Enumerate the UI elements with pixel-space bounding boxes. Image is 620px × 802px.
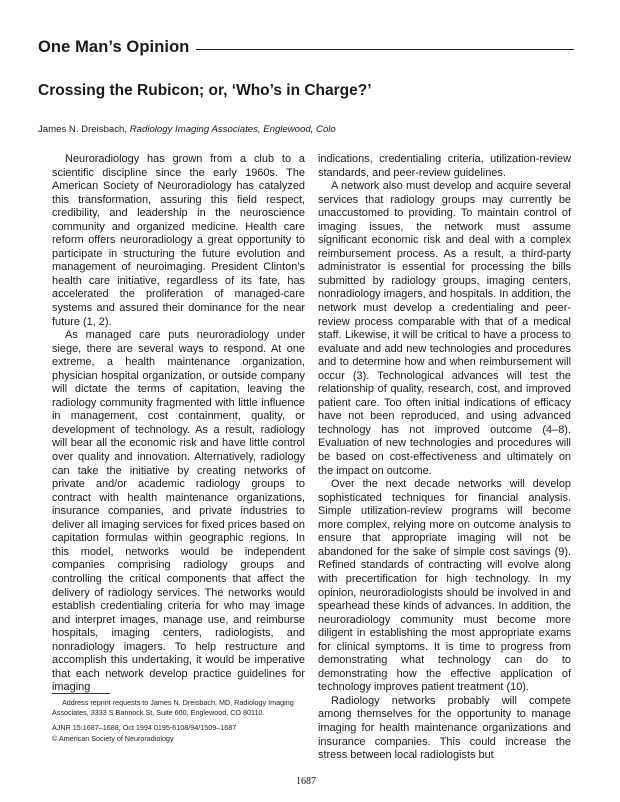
byline: [38, 124, 336, 135]
paragraph: Over the next decade networks will develop sophisticated techniques for financial analysis. Simple utilization-review programs will become more complex, relying more on outcome analysis to ensure that appropriate imaging will not be abandoned for the sake of simple cost savings (9). Refined standards of contracting will evolve along with precertification for high technology. In my opinion, neuroradiologists should be involved in and spearhead these kinds of advances. In addition, the neuroradiology community must become more diligent in establishing the most appropriate exams for clinical symptoms. It is time to progress from demonstrating what technology can do to demonstrating how the effective application of technology improves patient treatment (10).: [318, 478, 571, 694]
section-rule: [196, 49, 574, 50]
page-number: 1687: [296, 776, 316, 787]
footnote: [52, 698, 307, 744]
paragraph: As managed care puts neuroradiology under siege, there are several ways to respond. At one extreme, a health maintenance organization, physician hospital organization, or outside company will dictate the terms of capitation, leaving the radiology community fragmented with little influence in management, cost containment, quality, or development of technology. As a result, radiology will bear all the economic risk and have little control over quality and innovation. Alternatively, radiology can take the initiative by creating networks of private and/or academic radiology groups to contract with health maintenance organizations, insurance companies, and private industries to deliver all imaging services for fixed prices based on capitation formulas within geographic regions. In this model, networks would be independent companies comprising radiology groups and controlling the critical components that affect the delivery of radiology services. The networks would establish credentialing criteria for who may image and interpret images, manage use, and reimburse hospitals, imaging centers, radiologists, and nonradiology imagers. To help restructure and accomplish this undertaking, it would be imperative that each network develop practice guidelines for imaging: [52, 329, 305, 694]
article-title: Crossing the Rubicon; or, ‘Who’s in Charge?’: [38, 82, 372, 99]
right-column: [318, 153, 571, 763]
paragraph: A network also must develop and acquire several services that radiology groups may currently be unaccustomed to providing. To maintain control of imaging issues, the network must assume significant economic risk and deal with a complex reimbursement process. As a result, a third-party administrator is essential for processing the bills submitted by radiology groups, imaging centers, nonradiology imagers, and hospitals. In addition, the network must develop a credentialing and peer-review process comparable with that of a medical staff. Likewise, it will be critical to have a process to evaluate and add new technologies and procedures and to determine how and when reimbursement will occur (3). Technological advances will test the relationship of quality, research, cost, and improved patient care. Too often initial indications of efficacy have not been reproduced, and using advanced technology has not improved outcome (4–8). Evaluation of new technologies and procedures will be based on cost-effectiveness and ultimately on the impact on outcome.: [318, 180, 571, 477]
author-affiliation: Radiology Imaging Associates, Englewood, Colo: [129, 124, 336, 135]
paragraph: Neuroradiology has grown from a club to a scientific discipline since the early 1960s. The American Society of Neuroradiology has catalyzed this transformation, assuring this field respect, credibility, and leadership in the neuroscience community and organized medicine. Health care reform offers neuroradiology a great opportunity to participate in structuring the future evolution and management of neuroimaging. President Clinton’s health care initiative, regardless of its fate, has accelerated the proliferation of managed-care systems and assured their dominance for the near future (1, 2).: [52, 153, 305, 328]
citation-line: AJNR 15:1687–1688, Oct 1994 0195-6108/94/1509–1687: [52, 723, 237, 733]
paragraph: indications, credentialing criteria, utilization-review standards, and peer-review guidelines.: [318, 153, 571, 179]
footnote-rule: [52, 693, 110, 694]
copyright-line: © American Society of Neuroradiology: [52, 733, 174, 743]
reprint-address: Address reprint requests to James N. Dreisbach, MD, Radiology Imaging Associates, 3333 S Bannock St, Suite 600, Englewood, CO 80110.: [52, 698, 294, 718]
author-name: James N. Dreisbach,: [38, 124, 128, 135]
section-title: One Man’s Opinion: [38, 38, 190, 56]
paragraph: Radiology networks probably will compete among themselves for the opportunity to manage imaging for health maintenance organizations and insurance companies. This could increase the stress between local radiologists but: [318, 694, 571, 762]
section-header: [38, 38, 578, 60]
left-column: [52, 153, 305, 695]
